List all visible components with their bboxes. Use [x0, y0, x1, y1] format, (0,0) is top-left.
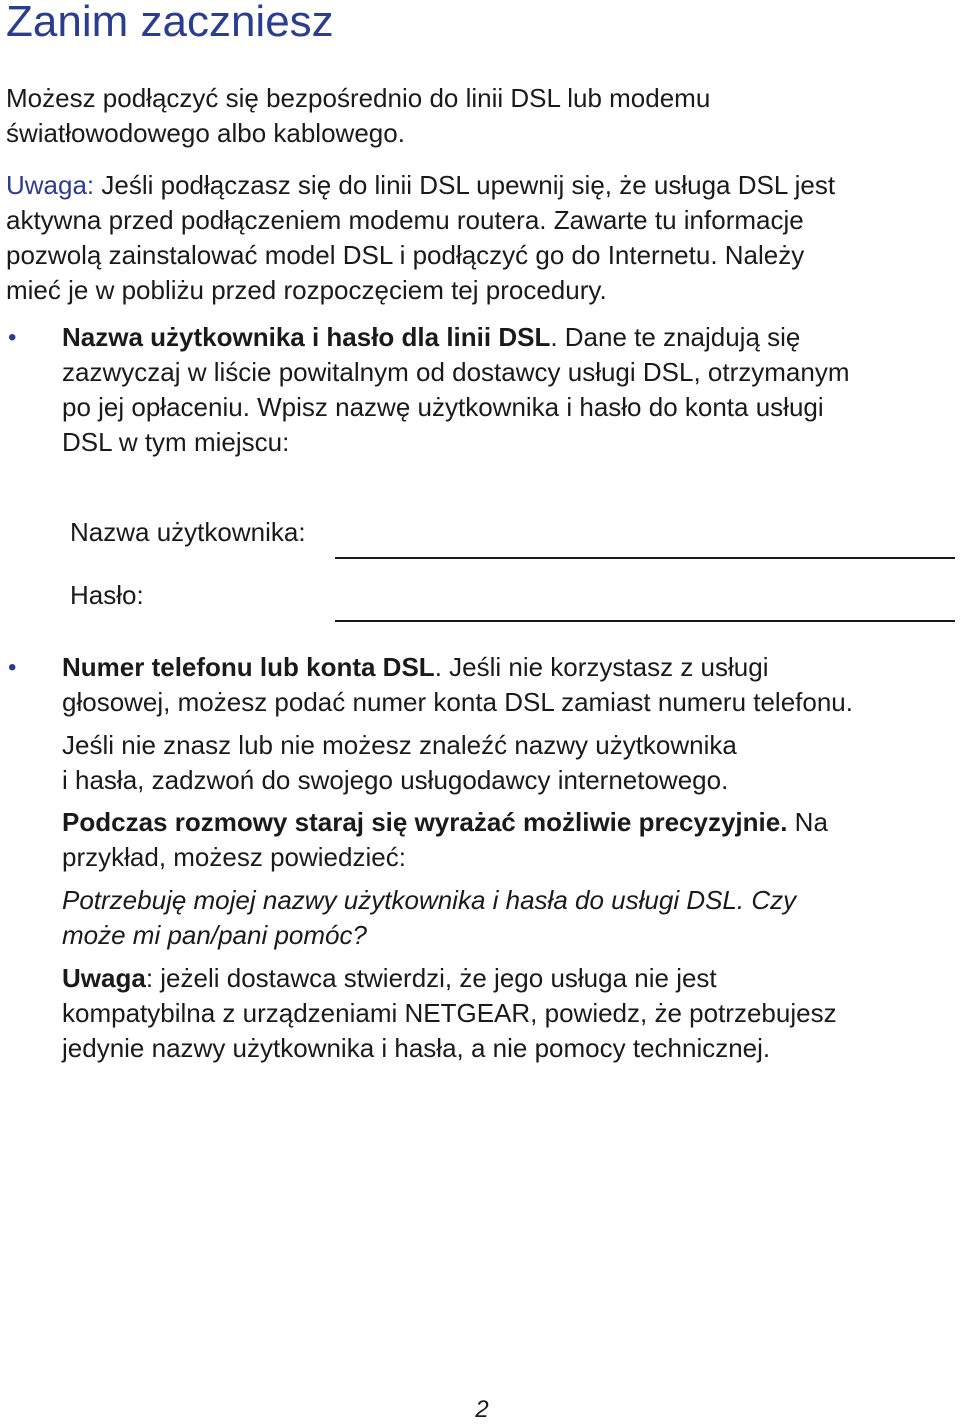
example-line-2: może mi pan/pani pomóc?	[62, 920, 367, 950]
bullet-dot-icon: •	[8, 324, 17, 351]
bullet-credentials-line-4: DSL w tym miejscu:	[62, 427, 290, 457]
example-phrase	[62, 883, 796, 953]
note-line-1: Jeśli podłączasz się do linii DSL upewnij się, że usługa DSL jest	[94, 170, 836, 200]
password-write-line	[335, 620, 955, 622]
page-number	[0, 1395, 960, 1425]
username-write-line	[335, 557, 955, 559]
example-line-1: Potrzebuję mojej nazwy użytkownika i hasła do usługi DSL. Czy	[62, 885, 797, 915]
warning-paragraph	[62, 961, 837, 1066]
bullet-credentials-heading: Nazwa użytkownika i hasło dla linii DSL	[62, 322, 551, 352]
note-label: Uwaga:	[6, 170, 95, 200]
intro-line-1: Możesz podłączyć się bezpośrednio do linii DSL lub modemu	[6, 83, 711, 113]
bullet-account-number-text	[62, 650, 853, 720]
warning-line-2: kompatybilna z urządzeniami NETGEAR, powiedz, że potrzebujesz	[62, 998, 837, 1028]
note-line-2: aktywna przed podłączeniem modemu routera. Zawarte tu informacje	[6, 205, 804, 235]
precise-heading: Podczas rozmowy staraj się wyrażać możliwie precyzyjnie.	[62, 807, 788, 837]
intro-paragraph	[6, 81, 710, 151]
note-line-3: pozwolą zainstalować model DSL i podłączyć go do Internetu. Należy	[6, 240, 805, 270]
unknown-line-1: Jeśli nie znasz lub nie możesz znaleźć nazwy użytkownika	[62, 730, 737, 760]
bullet-dot-icon: •	[8, 654, 17, 681]
bullet-account-number-line-1: . Jeśli nie korzystasz z usługi	[434, 652, 769, 682]
note-paragraph	[6, 168, 835, 308]
unknown-line-2: i hasła, zadzwoń do swojego usługodawcy internetowego.	[62, 765, 729, 795]
intro-line-2: światłowodowego albo kablowego.	[6, 118, 405, 148]
page-number-value: 2	[475, 1396, 489, 1423]
bullet-credentials-line-1: . Dane te znajdują się	[550, 322, 801, 352]
warning-line-3: jedynie nazwy użytkownika i hasła, a nie pomocy technicznej.	[62, 1033, 771, 1063]
precise-line-1: Na	[787, 807, 828, 837]
bullet-credentials-text	[62, 320, 850, 460]
warning-label: Uwaga	[62, 963, 146, 993]
precise-line-2: przykład, możesz powiedzieć:	[62, 842, 406, 872]
bullet-account-number-heading: Numer telefonu lub konta DSL	[62, 652, 435, 682]
unknown-credentials-paragraph	[62, 728, 737, 798]
precise-paragraph	[62, 805, 828, 875]
warning-line-1: : jeżeli dostawca stwierdzi, że jego usługa nie jest	[145, 963, 717, 993]
bullet-account-number-line-2: głosowej, możesz podać numer konta DSL zamiast numeru telefonu.	[62, 687, 853, 717]
bullet-credentials-line-3: po jej opłaceniu. Wpisz nazwę użytkownika i hasło do konta usługi	[62, 392, 824, 422]
password-label: Hasło:	[70, 580, 144, 610]
username-label: Nazwa użytkownika:	[70, 517, 306, 547]
note-line-4: mieć je w pobliżu przed rozpoczęciem tej procedury.	[6, 275, 607, 305]
bullet-credentials-line-2: zazwyczaj w liście powitalnym od dostawcy usługi DSL, otrzymanym	[62, 357, 850, 387]
page-title: Zanim zaczniesz	[6, 0, 334, 46]
